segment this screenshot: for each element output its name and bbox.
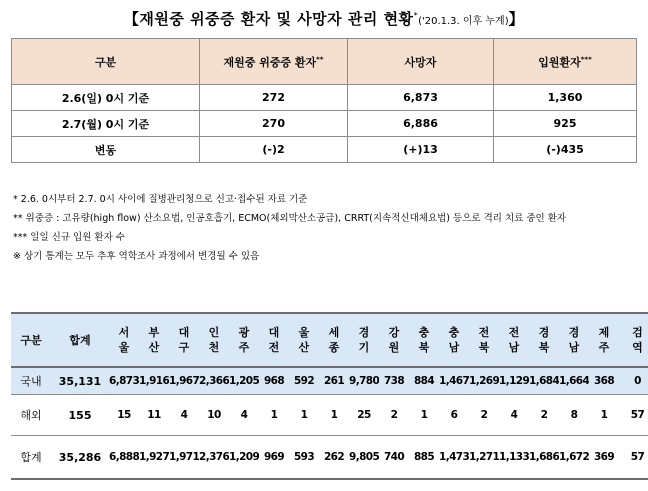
- region-cell: 369: [589, 436, 619, 480]
- region-header-cell: 충 남: [439, 313, 469, 367]
- region-header-cell: 대 전: [259, 313, 289, 367]
- region-header-cell: 경 남: [559, 313, 589, 367]
- summary-cell: 2.6(일) 0시 기준: [12, 85, 200, 111]
- region-cell: 57: [619, 436, 648, 480]
- region-cell: 592: [289, 367, 319, 395]
- title-note: ('20.1.3. 이후 누계): [418, 16, 509, 27]
- region-cell: 1: [409, 395, 439, 436]
- region-header-cell: 울 산: [289, 313, 319, 367]
- region-cell: 1,271: [469, 436, 499, 480]
- region-cell: 9,780: [349, 367, 379, 395]
- region-cell: 1,209: [229, 436, 259, 480]
- summary-cell: (-)435: [494, 137, 637, 163]
- region-cell: 2,376: [199, 436, 229, 480]
- region-row: [11, 395, 648, 436]
- region-cell: 1: [259, 395, 289, 436]
- summary-cell: 6,873: [348, 85, 494, 111]
- region-row: [11, 436, 648, 480]
- region-cell: 25: [349, 395, 379, 436]
- region-cell: 0: [619, 367, 648, 395]
- region-header-cell: 광 주: [229, 313, 259, 367]
- region-cell: 738: [379, 367, 409, 395]
- region-cell: 1,971: [169, 436, 199, 480]
- region-header-cell: 서 울: [109, 313, 139, 367]
- region-header-cell: 제 주: [589, 313, 619, 367]
- title-main: 【재원중 위중증 환자 및 사망자 관리 현황: [123, 10, 414, 28]
- region-cell: 593: [289, 436, 319, 480]
- region-cell: 884: [409, 367, 439, 395]
- region-cell: 10: [199, 395, 229, 436]
- region-cell: 1: [289, 395, 319, 436]
- page-title: [0, 8, 648, 29]
- region-cell: 1,467: [439, 367, 469, 395]
- region-cell: 262: [319, 436, 349, 480]
- summary-cell: (+)13: [348, 137, 494, 163]
- region-header-cell: 충 북: [409, 313, 439, 367]
- region-cell: 11: [139, 395, 169, 436]
- region-header-cell: 합계: [51, 313, 109, 367]
- region-cell: 2,366: [199, 367, 229, 395]
- region-table: [11, 312, 648, 480]
- region-cell: 6,873: [109, 367, 139, 395]
- region-cell: 261: [319, 367, 349, 395]
- region-cell: 885: [409, 436, 439, 480]
- region-cell: 4: [169, 395, 199, 436]
- region-cell: 2: [469, 395, 499, 436]
- region-cell: 1,133: [499, 436, 529, 480]
- region-cell: 6: [439, 395, 469, 436]
- region-cell: 6,888: [109, 436, 139, 480]
- region-cell: 4: [499, 395, 529, 436]
- region-row-label: 합계: [11, 436, 51, 480]
- region-header-cell: 전 북: [469, 313, 499, 367]
- region-cell: 1,205: [229, 367, 259, 395]
- footnote: *** 일일 신규 입원 환자 수: [13, 232, 125, 243]
- region-header-cell: 경 북: [529, 313, 559, 367]
- region-cell: 1: [319, 395, 349, 436]
- region-cell: 1,967: [169, 367, 199, 395]
- summary-header-cell: 구분: [12, 39, 200, 85]
- region-cell: 35,286: [51, 436, 109, 480]
- footnote: * 2.6. 0시부터 2.7. 0시 사이에 질병관리청으로 신고·접수된 자료 기준: [13, 194, 308, 205]
- title-mark: *: [413, 11, 419, 20]
- region-cell: 1,473: [439, 436, 469, 480]
- region-cell: 1,916: [139, 367, 169, 395]
- summary-header-cell: 재원중 위중증 환자**: [200, 39, 348, 85]
- region-cell: 57: [619, 395, 648, 436]
- region-cell: 1: [589, 395, 619, 436]
- region-cell: 9,805: [349, 436, 379, 480]
- summary-cell: (-)2: [200, 137, 348, 163]
- summary-cell: 270: [200, 111, 348, 137]
- footnotes: [13, 190, 566, 266]
- region-cell: 1,269: [469, 367, 499, 395]
- region-header-row: [11, 313, 648, 367]
- region-cell: 1,684: [529, 367, 559, 395]
- summary-cell: 925: [494, 111, 637, 137]
- region-header-cell: 전 남: [499, 313, 529, 367]
- region-cell: 4: [229, 395, 259, 436]
- summary-row: [12, 111, 637, 137]
- summary-header-cell: 입원환자***: [494, 39, 637, 85]
- region-row: [11, 367, 648, 395]
- region-cell: 2: [529, 395, 559, 436]
- region-header-cell: 부 산: [139, 313, 169, 367]
- title-close: 】: [508, 10, 525, 28]
- region-header-cell: 강 원: [379, 313, 409, 367]
- region-cell: 1,664: [559, 367, 589, 395]
- region-cell: 2: [379, 395, 409, 436]
- summary-header-row: [12, 39, 637, 85]
- summary-row: [12, 85, 637, 111]
- region-cell: 8: [559, 395, 589, 436]
- region-cell: 740: [379, 436, 409, 480]
- region-header-cell: 구분: [11, 313, 51, 367]
- region-row-label: 해외: [11, 395, 51, 436]
- summary-cell: 272: [200, 85, 348, 111]
- region-cell: 1,927: [139, 436, 169, 480]
- region-cell: 155: [51, 395, 109, 436]
- summary-header-cell: 사망자: [348, 39, 494, 85]
- region-cell: 368: [589, 367, 619, 395]
- summary-table: [11, 38, 637, 163]
- region-cell: 968: [259, 367, 289, 395]
- region-header-cell: 경 기: [349, 313, 379, 367]
- region-cell: 1,686: [529, 436, 559, 480]
- footnote: ** 위중증 : 고유량(high flow) 산소요법, 인공호흡기, ECMO(체외막산소공급), CRRT(지속적신대체요법) 등으로 격리 치료 중인 환자: [13, 213, 567, 224]
- summary-cell: 2.7(월) 0시 기준: [12, 111, 200, 137]
- region-header-cell: 대 구: [169, 313, 199, 367]
- summary-row: [12, 137, 637, 163]
- region-header-cell: 검 역: [619, 313, 648, 367]
- region-header-cell: 세 종: [319, 313, 349, 367]
- region-row-label: 국내: [11, 367, 51, 395]
- summary-cell: 6,886: [348, 111, 494, 137]
- summary-cell: 1,360: [494, 85, 637, 111]
- region-cell: 1,672: [559, 436, 589, 480]
- region-cell: 1,129: [499, 367, 529, 395]
- region-cell: 35,131: [51, 367, 109, 395]
- region-header-cell: 인 천: [199, 313, 229, 367]
- region-cell: 969: [259, 436, 289, 480]
- summary-cell: 변동: [12, 137, 200, 163]
- footnote: ※ 상기 통계는 모두 추후 역학조사 과정에서 변경될 수 있음: [13, 251, 260, 262]
- region-cell: 15: [109, 395, 139, 436]
